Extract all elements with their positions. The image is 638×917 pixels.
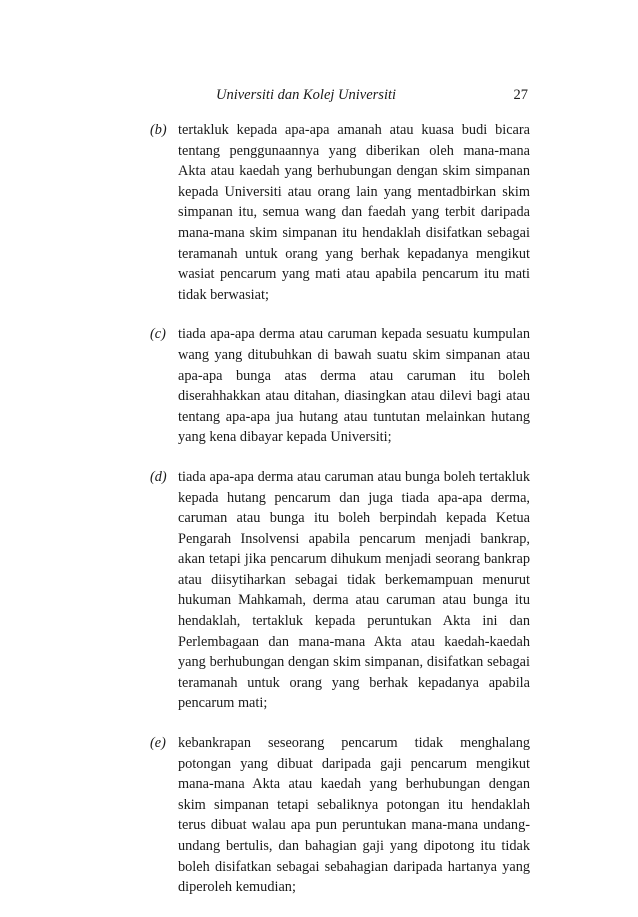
page-header xyxy=(150,87,530,107)
clause-text: kebankrapan seseorang pencarum tidak menghalang potongan yang dibuat daripada gaji pencarum mengikut mana-mana Akta atau kaedah yang berhubungan dengan skim simpanan tetapi sebaliknya potongan itu hendaklah terus dibuat walau apa pun peruntukan mana-mana undang-undang bertulis, dan bahagian gaji yang dipotong itu tidak boleh disifatkan sebagai sebahagian daripada hartanya yang diperoleh kemudian; xyxy=(178,735,530,896)
clause-list xyxy=(150,120,530,917)
clause-marker: (e) xyxy=(150,735,166,752)
clause-b xyxy=(150,120,530,305)
clause-text: tiada apa-apa derma atau caruman kepada sesuatu kumpulan wang yang ditubuhkan di bawah suatu skim simpanan atau apa-apa bunga atas derma atau caruman itu boleh diserahhakkan atau ditahan, diasingkan atau dilevi bagi atau tentang apa-apa jua hutang atau tuntutan melainkan hutang yang kena dibayar kepada Universiti; xyxy=(178,326,530,446)
clause-text: tiada apa-apa derma atau caruman atau bunga boleh tertakluk kepada hutang pencarum dan juga tiada apa-apa derma, caruman atau bunga itu boleh berpindah kepada Ketua Pengarah Insolvensi apabila pencarum menjadi bankrap, akan tetapi jika pencarum dihukum menjadi seorang bankrap atau diisytiharkan sebagai tidak berkemampuan menurut hukuman Mahkamah, derma atau caruman atau bunga itu hendaklah, tertakluk kepada peruntukan Akta ini dan Perlembagaan dan mana-mana Akta atau kaedah-kaedah yang berhubungan dengan skim simpanan, disifatkan sebagai teramanah untuk orang yang berhak kepadanya apabila pencarum mati; xyxy=(178,468,530,712)
page-number: 27 xyxy=(513,87,528,103)
clause-marker: (d) xyxy=(150,468,167,485)
clause-marker: (b) xyxy=(150,122,167,138)
running-title: Universiti dan Kolej Universiti xyxy=(216,87,397,103)
clause-text: tertakluk kepada apa-apa amanah atau kuasa budi bicara tentang penggunaannya yang diberikan oleh mana-mana Akta atau kaedah yang berhubungan dengan skim simpanan kepada Universiti atau orang lain yang mentadbirkan skim simpanan itu, semua wang dan faedah yang terbit daripada mana-mana skim simpanan itu hendaklah disifatkan sebagai teramanah untuk orang yang berhak kepadanya mengikut wasiat pencarum yang mati atau apabila pencarum itu mati tidak berwasiat; xyxy=(178,122,530,303)
clause-marker: (c) xyxy=(150,326,166,343)
clause-c xyxy=(150,324,530,448)
clause-e xyxy=(150,733,530,898)
clause-d xyxy=(150,467,530,714)
